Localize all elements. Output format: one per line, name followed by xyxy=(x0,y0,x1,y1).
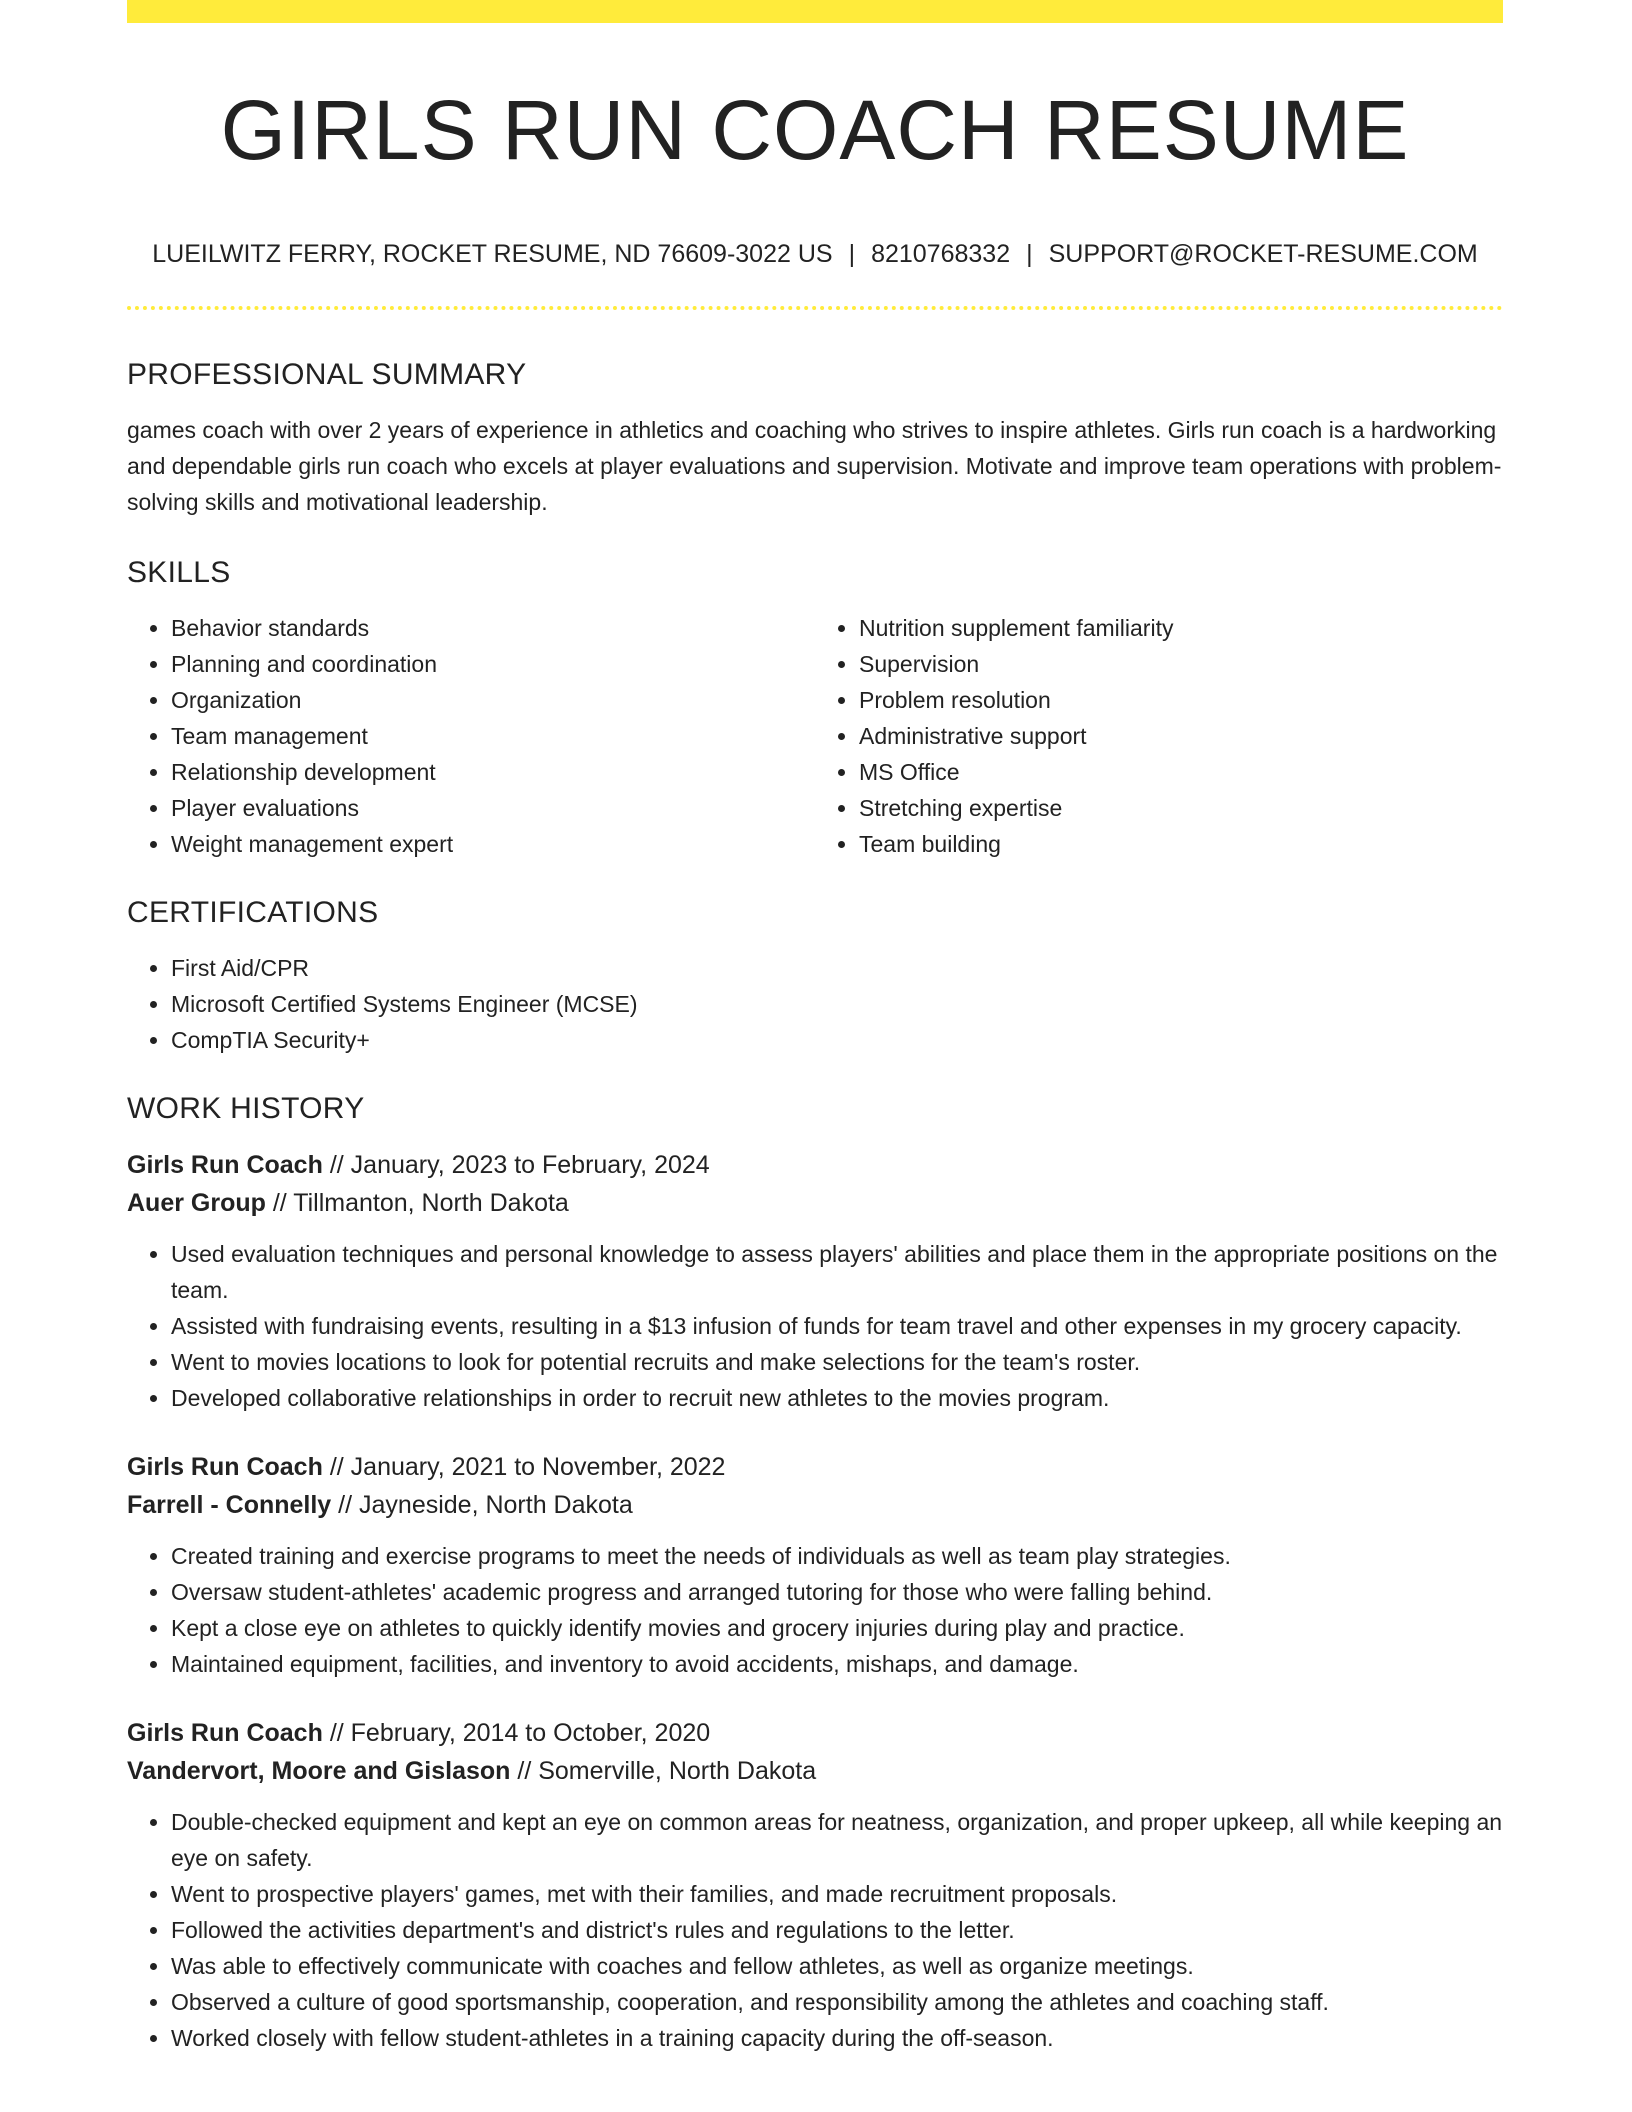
job-bullet: • Kept a close eye on athletes to quickly identify movies and grocery injuries during play and practice. xyxy=(171,1610,1503,1646)
contact-separator: | xyxy=(1026,240,1033,268)
certifications-heading: CERTIFICATIONS xyxy=(127,896,379,929)
job-bullet: • Double-checked equipment and kept an eye on common areas for neatness, organization, and proper upkeep, all while keeping an eye on safety. xyxy=(171,1804,1503,1876)
job-bullets xyxy=(127,1804,1503,2056)
skills-heading: SKILLS xyxy=(127,556,231,589)
contact-separator: | xyxy=(848,240,856,268)
skill-item: • Stretching expertise xyxy=(859,790,1503,826)
work-history-section xyxy=(127,1086,1503,2056)
resume-content xyxy=(127,352,1503,2088)
job-title: Girls Run Coach xyxy=(127,1453,323,1481)
job-entry xyxy=(127,1448,1503,1682)
certification-item: • First Aid/CPR xyxy=(171,950,1503,986)
job-title: Girls Run Coach xyxy=(127,1719,323,1747)
skill-item: • Team management xyxy=(171,718,815,754)
job-bullets xyxy=(127,1538,1503,1682)
job-company-line xyxy=(127,1486,1503,1524)
skill-item: • Behavior standards xyxy=(171,610,815,646)
skill-item: • MS Office xyxy=(859,754,1503,790)
job-title-line xyxy=(127,1448,1503,1486)
job-bullet: • Oversaw student-athletes' academic progress and arranged tutoring for those who were falling behind. xyxy=(171,1574,1503,1610)
skills-columns xyxy=(127,610,1503,862)
job-company: Auer Group xyxy=(127,1189,266,1217)
job-bullet: • Created training and exercise programs to meet the needs of individuals as well as team play strategies. xyxy=(171,1538,1503,1574)
job-location: // Jayneside, North Dakota xyxy=(338,1491,633,1519)
contact-email[interactable]: SUPPORT@ROCKET-RESUME.COM xyxy=(1048,240,1478,268)
skill-item: • Supervision xyxy=(859,646,1503,682)
certifications-list xyxy=(127,950,1503,1058)
certifications-section xyxy=(127,890,1503,1058)
job-bullet: • Followed the activities department's and district's rules and regulations to the letter. xyxy=(171,1912,1503,1948)
contact-line xyxy=(127,237,1503,271)
summary-section xyxy=(127,352,1503,520)
skill-item: • Problem resolution xyxy=(859,682,1503,718)
skill-item: • Organization xyxy=(171,682,815,718)
skill-item: • Weight management expert xyxy=(171,826,815,862)
skill-item: • Relationship development xyxy=(171,754,815,790)
job-company: Vandervort, Moore and Gislason xyxy=(127,1757,511,1785)
job-entry xyxy=(127,1714,1503,2056)
job-bullet: • Worked closely with fellow student-athletes in a training capacity during the off-season. xyxy=(171,2020,1503,2056)
dotted-divider xyxy=(127,306,1503,310)
certification-item: • Microsoft Certified Systems Engineer (MCSE) xyxy=(171,986,1503,1022)
job-dates: // January, 2023 to February, 2024 xyxy=(329,1151,710,1179)
job-title-line xyxy=(127,1714,1503,1752)
job-location: // Tillmanton, North Dakota xyxy=(272,1189,569,1217)
skill-item: • Nutrition supplement familiarity xyxy=(859,610,1503,646)
skill-item: • Team building xyxy=(859,826,1503,862)
contact-address: LUEILWITZ FERRY, ROCKET RESUME, ND 76609-3022 US xyxy=(152,240,833,268)
skills-section xyxy=(127,550,1503,862)
job-bullet: • Used evaluation techniques and personal knowledge to assess players' abilities and place them in the appropriate positions on the team. xyxy=(171,1236,1503,1308)
job-bullet: • Went to movies locations to look for potential recruits and make selections for the team's roster. xyxy=(171,1344,1503,1380)
certification-item: • CompTIA Security+ xyxy=(171,1022,1503,1058)
job-bullet: • Was able to effectively communicate with coaches and fellow athletes, as well as organize meetings. xyxy=(171,1948,1503,1984)
job-bullets xyxy=(127,1236,1503,1416)
job-bullet: • Observed a culture of good sportsmanship, cooperation, and responsibility among the athletes and coaching staff. xyxy=(171,1984,1503,2020)
job-company-line xyxy=(127,1184,1503,1222)
resume-title: GIRLS RUN COACH RESUME xyxy=(220,83,1410,177)
skills-right-list xyxy=(815,610,1503,862)
job-dates: // January, 2021 to November, 2022 xyxy=(329,1453,726,1481)
work-history-heading: WORK HISTORY xyxy=(127,1092,365,1125)
job-title: Girls Run Coach xyxy=(127,1151,323,1179)
job-entry xyxy=(127,1146,1503,1416)
summary-text: games coach with over 2 years of experience in athletics and coaching who strives to inspire athletes. Girls run coach is a hardworking and dependable girls run coach who excels at player evaluations and supervision. Motivate and improve team operations with problem-solving skills and motivational leadership. xyxy=(127,417,1502,515)
summary-heading: PROFESSIONAL SUMMARY xyxy=(127,358,527,391)
job-bullet: • Assisted with fundraising events, resulting in a $13 infusion of funds for team travel and other expenses in my grocery capacity. xyxy=(171,1308,1503,1344)
top-accent-bar xyxy=(127,0,1503,23)
skill-item: • Player evaluations xyxy=(171,790,815,826)
skill-item: • Administrative support xyxy=(859,718,1503,754)
job-bullet: • Went to prospective players' games, met with their families, and made recruitment proposals. xyxy=(171,1876,1503,1912)
job-company: Farrell - Connelly xyxy=(127,1491,332,1519)
skills-left-list xyxy=(127,610,815,862)
job-location: // Somerville, North Dakota xyxy=(517,1757,817,1785)
job-dates: // February, 2014 to October, 2020 xyxy=(329,1719,711,1747)
job-company-line xyxy=(127,1752,1503,1790)
skill-item: • Planning and coordination xyxy=(171,646,815,682)
job-bullet: • Developed collaborative relationships in order to recruit new athletes to the movies program. xyxy=(171,1380,1503,1416)
contact-phone: 8210768332 xyxy=(871,240,1011,268)
job-bullet: • Maintained equipment, facilities, and inventory to avoid accidents, mishaps, and damage. xyxy=(171,1646,1503,1682)
job-title-line xyxy=(127,1146,1503,1184)
